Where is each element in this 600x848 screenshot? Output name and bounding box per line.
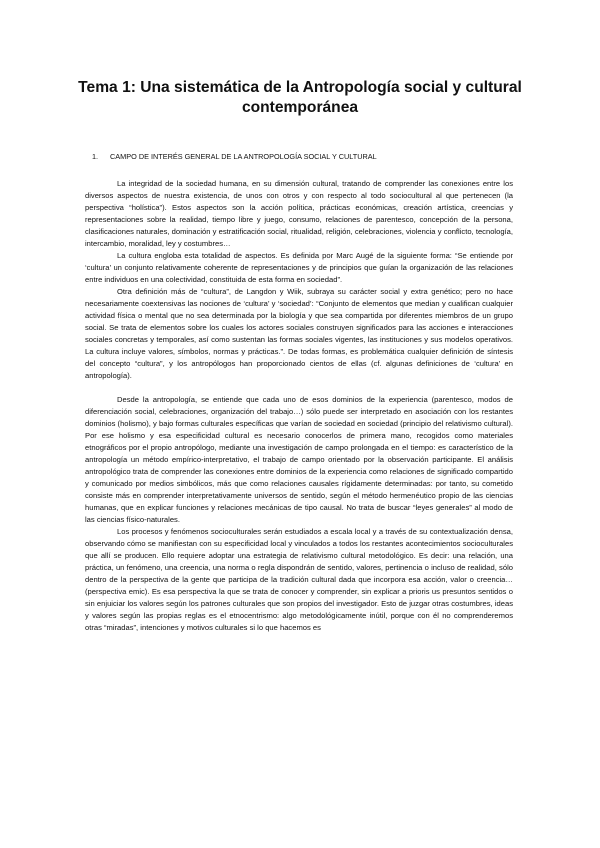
- paragraph: La integridad de la sociedad humana, en su dimensión cultural, tratando de comprender las conexiones entre los diversos aspectos de nuestra existencia, de unos con otros y con respecto al todo sociocultural al que pertenecen (la perspectiva “holística”). Estos aspectos son la acción política, prácticas económicas, creación artística, creencias y representaciones sobre la realidad, tiempo libre y juego, consumo, relaciones de parentesco, concepción de la persona, clasificaciones naturales, dominación y estratificación social, ritualidad, religión, celebraciones, violencia y conflicto, tecnología, intercambio, moralidad, ley y costumbres…: [85, 179, 513, 248]
- paragraph: Desde la antropología, se entiende que cada uno de esos dominios de la experiencia (parentesco, modos de diferenciación social, celebraciones, organización del trabajo…) sólo puede ser interpretado en asociación con los restantes dominios (holismo), y bajo formas culturales específicas que varían de sociedad en sociedad (principio del relativismo cultural). Por ese holismo y esa especificidad cultural es necesario conocerlos de primera mano, recogidos como materiales etnográficos por el propio antropólogo, mediante una investigación de campo prolongada en el tiempo: es característico de la antropología un método empírico-interpretativo, el trabajo de campo orientado por la observación participante. El análisis antropológico trata de comprender las conexiones entre dominios de la experiencia como relaciones de significado compartido y comunicado por medios simbólicos, más que como relaciones causales rígidamente determinadas: por tanto, su cometido consiste más en comprender interpretativamente universos de sentido, según el método hermenéutico propio de las ciencias humanas, que en explicar funciones y relaciones mecánicas de tipo causal. No trata de buscar “leyes generales” al modo de las ciencias físico-naturales.: [85, 395, 513, 524]
- title-line-1: Tema 1: Una sistemática de la Antropología social y cultural: [78, 79, 522, 96]
- paragraph: Los procesos y fenómenos socioculturales serán estudiados a escala local y a través de su contextualización densa, observando cómo se manifiestan con su especificidad local y vinculados a todos los restantes acontecimientos socioculturales que allí se producen. Ello requiere adoptar una estrategia de relativismo cultural metodológico. Es decir: una relación, una práctica, un fenómeno, una creencia, una norma o regla dispondrán de sentido, valores, pertinencia o incluso de realidad, sólo dentro de la perspectiva de la gente que participa de la tradición cultural dada que incorpora esa acción, valor o creencia… (perspectiva emic). Es esa perspectiva la que se trata de conocer y comprender, sin explicar a prioris us presuntos sentidos o sin enjuiciar los valores según los patrones culturales que son propios del investigador. Esto de juzgar otras costumbres, ideas y valores según las propias reglas es el etnocentrismo: algo metodológicamente inútil, porque con él no comprenderemos otras “miradas”, intenciones y motivos culturales si lo que hacemos es: [85, 527, 513, 632]
- document-body: [85, 178, 513, 634]
- section-heading: [92, 152, 532, 162]
- paragraph: Otra definición más de “cultura”, de Langdon y Wiik, subraya su carácter social y extra genético; pero no hace necesariamente coextensivas las nociones de ‘cultura’ y ‘sociedad’: “Conjunto de elementos que median y cualifican cualquier actividad física o mental que no sea determinada por la biología y que sea compartida por diferentes miembros de un grupo social. Se trata de elementos sobre los cuales los actores sociales construyen significados para las acciones e interacciones sociales concretas y temporales, así como sustentan las formas sociales vigentes, las instituciones y sus modelos operativos. La cultura incluye valores, símbolos, normas y prácticas.”. De todas formas, es problemática cualquier definición de síntesis del concepto “cultura”, y los antropólogos han proporcionado cientos de ellas (cf. algunas definiciones de ‘cultura’ en antropología).: [85, 287, 513, 380]
- section-number: 1.: [92, 152, 99, 161]
- document-title: [60, 78, 540, 118]
- section-title: CAMPO DE INTERÉS GENERAL DE LA ANTROPOLOGÍA SOCIAL Y CULTURAL: [110, 152, 377, 161]
- title-line-2: contemporánea: [241, 99, 359, 116]
- paragraph: La cultura engloba esta totalidad de aspectos. Es definida por Marc Augé de la siguiente forma: “Se entiende por ‘cultura’ un conjunto relativamente coherente de representaciones y de principios que guían la organización de las relaciones entre individuos en una colectividad, constituida de esta forma en sociedad”.: [85, 251, 513, 284]
